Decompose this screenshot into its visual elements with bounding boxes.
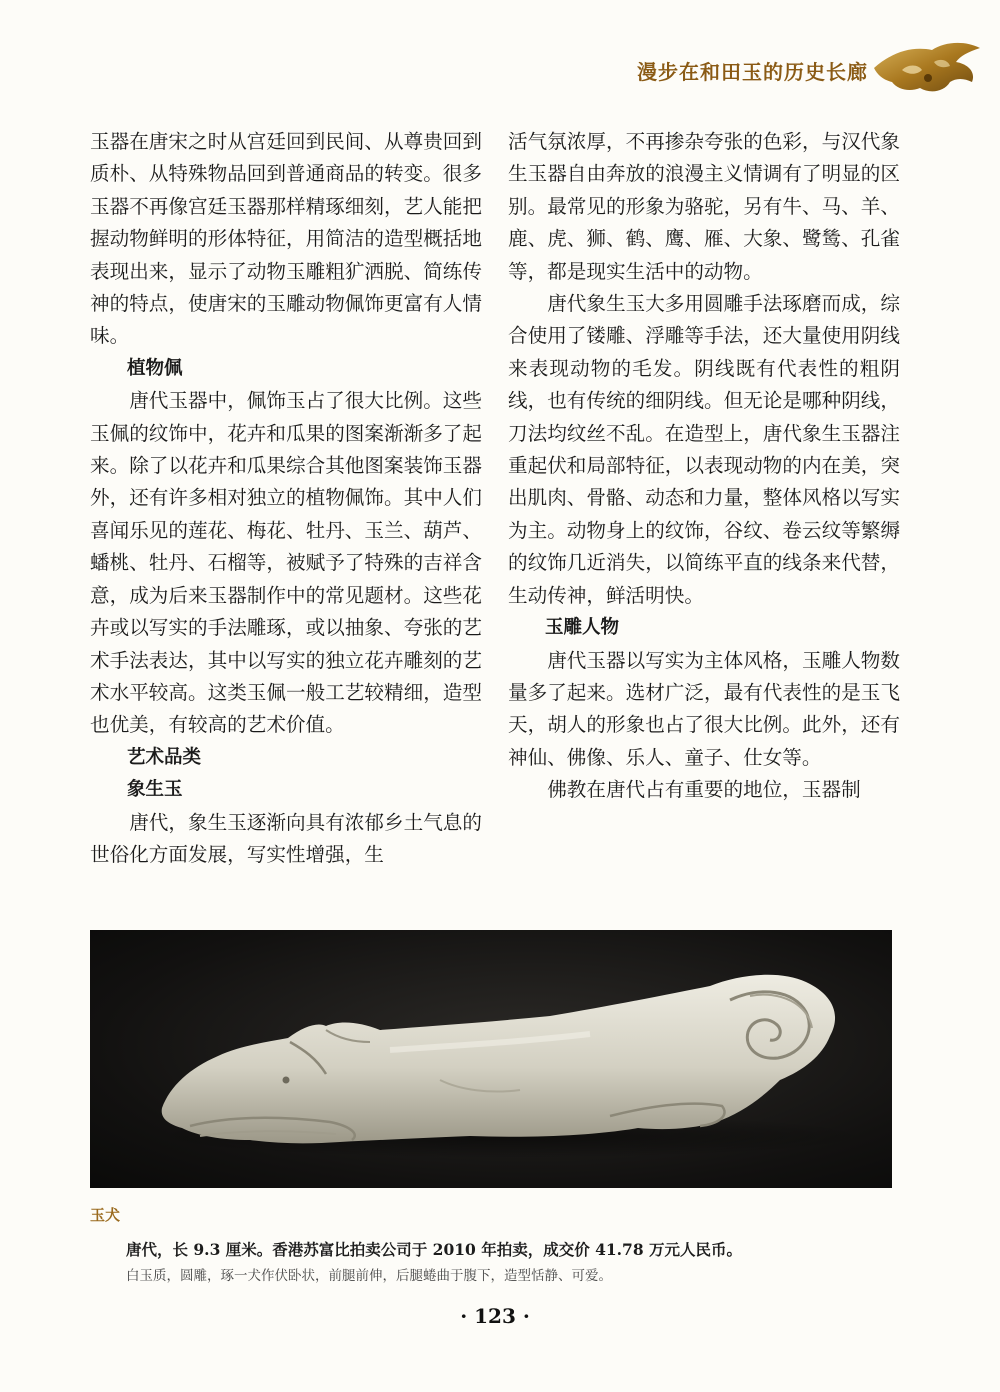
figure-caption-secondary: 白玉质，圆雕，琢一犬作伏卧状，前腿前伸，后腿蜷曲于腹下，造型恬静、可爱。 — [126, 1268, 612, 1284]
paragraph: 唐代象生玉大多用圆雕手法琢磨而成，综合使用了镂雕、浮雕等手法，还大量使用阴线来表现动物的毛发。阴线既有代表性的粗阴线，也有传统的细阴线。但无论是哪种阴线，刀法均纹丝不乱。在造型上，唐代象生玉器注重起伏和局部特征，以表现动物的内在美，突出肌肉、骨骼、动态和力量，整体风格以写实为主。动物身上的纹饰，谷纹、卷云纹等繁缛的纹饰几近消失，以简练平直的线条来代替，生动传神，鲜活明快。 — [508, 292, 900, 607]
paragraph: 唐代，象生玉逐渐向具有浓郁乡土气息的世俗化方面发展，写实性增强，生 — [90, 810, 482, 866]
figure-title: 玉犬 — [90, 1206, 121, 1224]
paragraph: 唐代玉器以写实为主体风格，玉雕人物数量多了起来。选材广泛，最有代表性的是玉飞天，胡人的形象也占了很大比例。此外，还有神仙、佛像、乐人、童子、仕女等。 — [508, 648, 900, 769]
running-title: 漫步在和田玉的历史长廊 — [637, 60, 868, 84]
paragraph: 活气氛浓厚，不再掺杂夸张的色彩，与汉代象生玉器自由奔放的浪漫主义情调有了明显的区别。最常见的形象为骆驼，另有牛、马、羊、鹿、虎、狮、鹤、鹰、雁、大象、鹭鸶、孔雀等，都是现实生活中的动物。 — [508, 130, 900, 283]
left-column — [90, 126, 482, 871]
figure-caption-primary: 唐代，长 9.3 厘米。香港苏富比拍卖公司于 2010 年拍卖，成交价 41.78 万元人民币。 — [126, 1240, 743, 1259]
paragraph: 佛教在唐代占有重要的地位，玉器制 — [547, 778, 861, 802]
paragraph: 唐代玉器中，佩饰玉占了很大比例。这些玉佩的纹饰中，花卉和瓜果的图案渐渐多了起来。除了以花卉和瓜果综合其他图案装饰玉器外，还有许多相对独立的植物佩饰。其中人们喜闻乐见的莲花、梅花、牡丹、玉兰、葫芦、蟠桃、牡丹、石榴等，被赋予了特殊的吉祥含意，成为后来玉器制作中的常见题材。这些花卉或以写实的手法雕琢，或以抽象、夸张的艺术手法表达，其中以写实的独立花卉雕刻的艺术水平较高。这类玉佩一般工艺较精细，造型也优美，有较高的艺术价值。 — [90, 389, 482, 737]
right-column — [508, 126, 900, 807]
subheading-animal-jade: 象生玉 — [127, 779, 183, 801]
subheading-plant-pendants: 植物佩 — [127, 357, 183, 379]
paragraph: 玉器在唐宋之时从宫廷回到民间、从尊贵回到质朴、从特殊物品回到普通商品的转变。很多玉器不再像宫廷玉器那样精琢细刻，艺人能把握动物鲜明的形体特征，用简洁的造型概括地表现出来，显示了动物玉雕粗犷洒脱、简练传神的特点，使唐宋的玉雕动物佩饰更富有人情味。 — [90, 130, 482, 348]
subheading-art-categories: 艺术品类 — [127, 746, 202, 768]
subheading-jade-figures: 玉雕人物 — [545, 617, 620, 639]
page-header — [0, 0, 1000, 110]
page-number: · 123 · — [460, 1304, 530, 1328]
jade-dog-photo — [90, 930, 892, 1188]
cloud-ornament-icon — [872, 38, 982, 100]
